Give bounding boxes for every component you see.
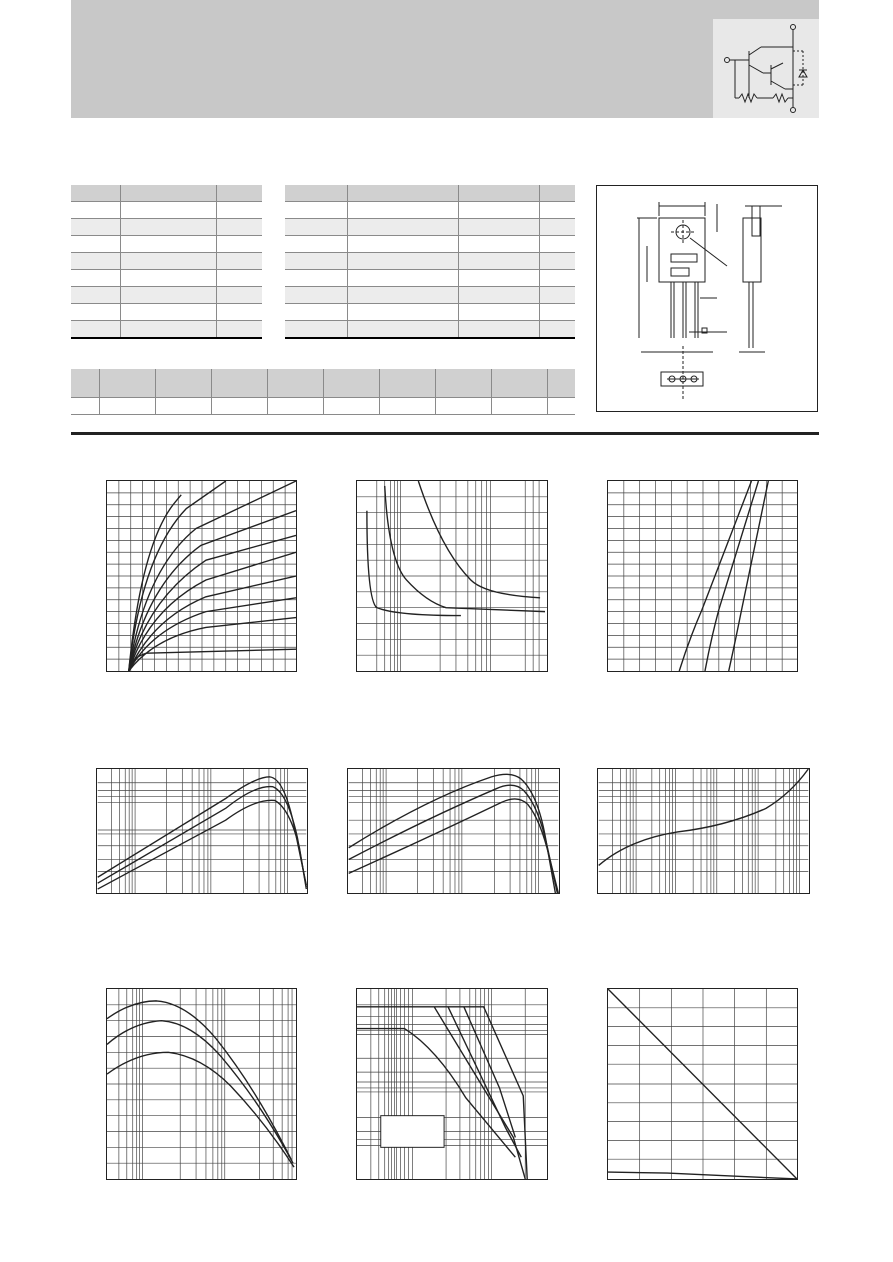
vce-ib-plot xyxy=(356,480,548,672)
to220-package-outline-icon xyxy=(596,185,818,412)
ratings-table xyxy=(71,185,262,339)
safe-operating-area-plot xyxy=(356,988,548,1180)
characteristics-table xyxy=(285,185,575,339)
ic-vce-plot xyxy=(106,480,297,672)
pc-ta-plot xyxy=(607,988,798,1180)
ft-ic-plot xyxy=(106,988,297,1180)
darlington-transistor-schematic-icon xyxy=(713,19,819,118)
title-banner xyxy=(71,0,819,118)
hfe-ic-plot-1 xyxy=(96,768,308,894)
hfe-rank-table xyxy=(71,369,575,415)
hfe-ic-plot-2 xyxy=(347,768,560,894)
rth-t-plot xyxy=(597,768,810,894)
ic-vbe-plot xyxy=(607,480,798,672)
section-divider xyxy=(71,432,819,435)
